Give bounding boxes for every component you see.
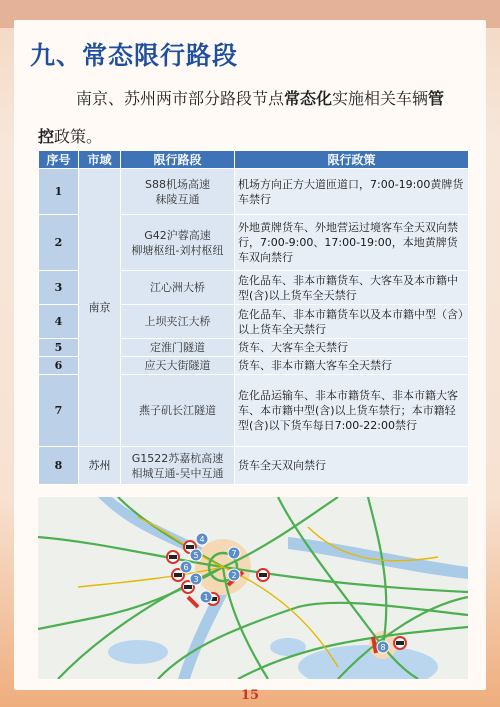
intro-paragraph [38, 80, 458, 156]
row-number: 4 [39, 305, 79, 339]
map-marker-1 [200, 591, 212, 603]
no-truck-sign-icon [257, 569, 269, 581]
city-cell-nanjing: 南京 [79, 169, 121, 447]
road-cell: S88机场高速 秣陵互通 [121, 169, 235, 215]
policy-cell: 危化品运输车、非本市籍货车、非本市籍大客车、本市籍中型(含)以上货车禁行；本市籍轻型(含)以下货车每日7:00-22:00禁行 [235, 375, 469, 447]
policy-cell: 危化品车、非本市籍货车、大客车及本市籍中型(含)以上货车全天禁行 [235, 271, 469, 305]
road-map-svg [38, 497, 468, 679]
policy-cell: 危化品车、非本市籍货车以及本市籍中型（含）以上货车全天禁行 [235, 305, 469, 339]
row-number: 8 [39, 447, 79, 485]
road-cell: 燕子矶长江隧道 [121, 375, 235, 447]
road-cell: G1522苏嘉杭高速 相城互通-吴中互通 [121, 447, 235, 485]
road-cell: 应天大街隧道 [121, 357, 235, 375]
row-number: 7 [39, 375, 79, 447]
policy-cell: 货车、大客车全天禁行 [235, 339, 469, 357]
row-number: 6 [39, 357, 79, 375]
svg-text:3: 3 [193, 575, 199, 584]
header-city: 市域 [79, 151, 121, 169]
policy-cell: 机场方向正方大道匝道口，7:00-19:00黄牌货车禁行 [235, 169, 469, 215]
svg-text:2: 2 [231, 571, 237, 580]
no-truck-sign-icon [394, 637, 406, 649]
map-marker-8 [377, 641, 389, 653]
table-header-row [39, 151, 469, 169]
svg-text:1: 1 [203, 593, 209, 602]
row-number: 3 [39, 271, 79, 305]
row-number: 1 [39, 169, 79, 215]
header-road: 限行路段 [121, 151, 235, 169]
road-cell: 上坝夹江大桥 [121, 305, 235, 339]
header-policy: 限行政策 [235, 151, 469, 169]
table-row [39, 447, 469, 485]
intro-text-1: 南京、苏州两市部分路段节点 [76, 89, 285, 108]
map-marker-7 [228, 547, 240, 559]
intro-bold-1: 常态化 [284, 89, 333, 108]
road-cell: 江心洲大桥 [121, 271, 235, 305]
intro-bold-2: 管控 [38, 89, 445, 146]
svg-text:7: 7 [231, 549, 237, 558]
row-number: 5 [39, 339, 79, 357]
row-number: 2 [39, 215, 79, 271]
page-number: 15 [240, 688, 260, 703]
map-marker-2 [228, 569, 240, 581]
table-row [39, 169, 469, 215]
map-marker-5 [190, 549, 202, 561]
intro-text-2: 实施相关车辆 [332, 89, 429, 108]
header-no: 序号 [39, 151, 79, 169]
restriction-table [38, 150, 469, 485]
policy-cell: 货车、非本市籍大客车全天禁行 [235, 357, 469, 375]
policy-cell: 外地黄牌货车、外地营运过境客车全天双向禁行，7:00-9:00、17:00-19:00，本地黄牌货车双向禁行 [235, 215, 469, 271]
page-title: 九、常态限行路段 [30, 41, 239, 70]
policy-cell: 货车全天双向禁行 [235, 447, 469, 485]
lake-shape [108, 640, 168, 664]
intro-text-3: 政策。 [54, 127, 103, 146]
map-marker-6 [180, 561, 192, 573]
restricted-segment [188, 597, 198, 607]
no-truck-sign-icon [167, 551, 179, 563]
road-map[interactable] [38, 497, 468, 679]
svg-text:8: 8 [380, 643, 386, 652]
road-cell: 定淮门隧道 [121, 339, 235, 357]
map-marker-4 [196, 533, 208, 545]
road-cell: G42沪蓉高速 柳塘枢纽-刘村枢纽 [121, 215, 235, 271]
svg-text:5: 5 [193, 551, 199, 560]
svg-text:6: 6 [183, 563, 189, 572]
city-cell-suzhou: 苏州 [79, 447, 121, 485]
svg-text:4: 4 [199, 535, 205, 544]
map-marker-3 [190, 573, 202, 585]
